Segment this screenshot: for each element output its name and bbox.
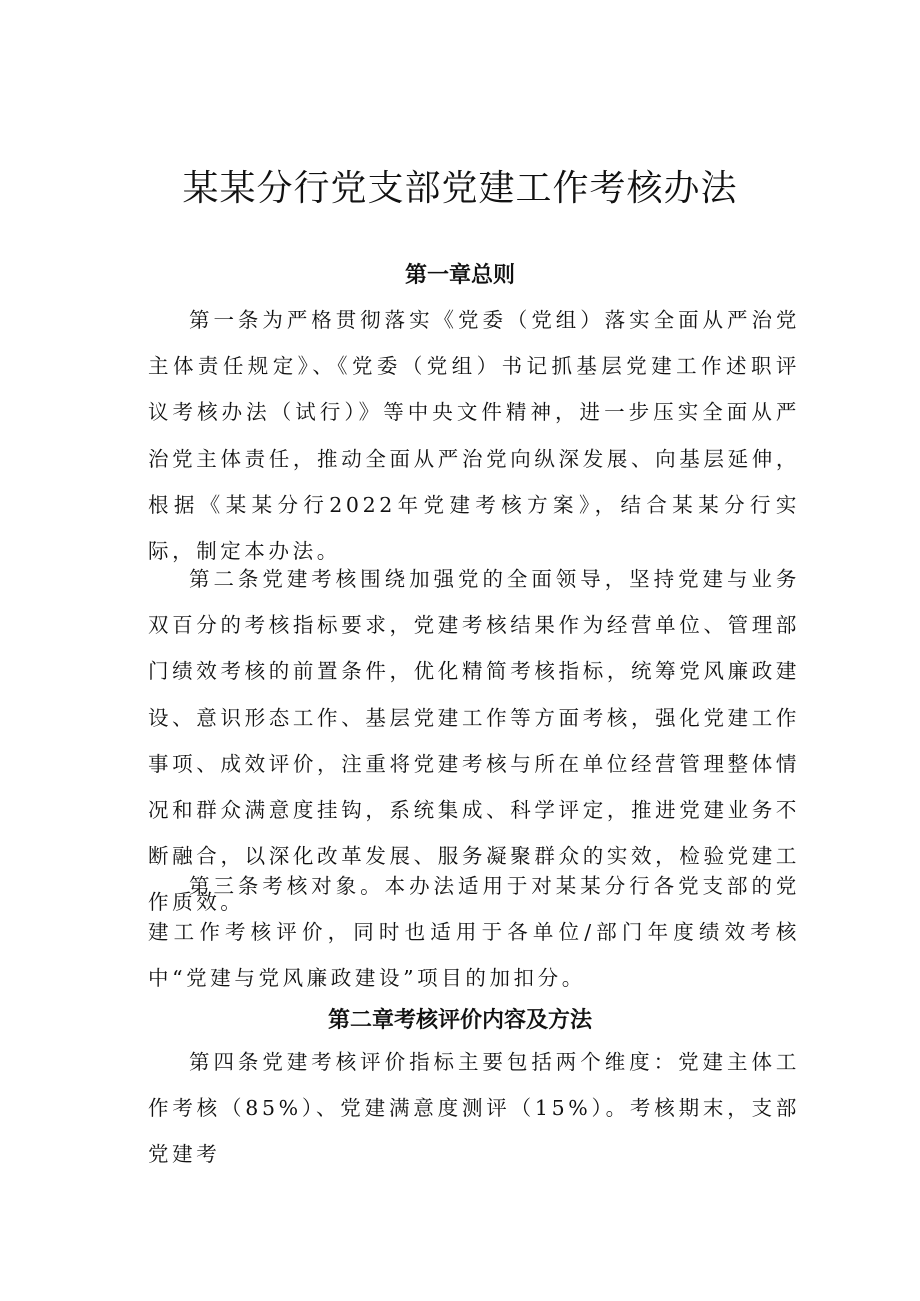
article-1-paragraph: 第一条为严格贯彻落实《党委（党组）落实全面从严治党主体责任规定》、《党委（党组）书记抓基层党建工作述职评议考核办法（试行）》等中央文件精神，进一步压实全面从严治党主体责任，推动全面从严治党向纵深发展、向基层延伸，根据《某某分行2022年党建考核方案》，结合某某分行实际，制定本办法。 xyxy=(148,308,800,564)
chapter-2-heading: 第二章考核评价内容及方法 xyxy=(327,1008,592,1033)
article-4-paragraph: 第四条党建考核评价指标主要包括两个维度：党建主体工作考核（85%）、党建满意度测评（15%）。考核期末，支部党建考 xyxy=(148,1050,800,1167)
chapter-1-heading: 第一章总则 xyxy=(404,263,515,288)
document-title: 某某分行党支部党建工作考核办法 xyxy=(182,168,738,209)
article-3-paragraph: 第三条考核对象。本办法适用于对某某分行各党支部的党建工作考核评价，同时也适用于各单位/部门年度绩效考核中“党建与党风廉政建设”项目的加扣分。 xyxy=(148,874,800,991)
article-2-paragraph: 第二条党建考核围绕加强党的全面领导，坚持党建与业务双百分的考核指标要求，党建考核结果作为经营单位、管理部门绩效考核的前置条件，优化精简考核指标，统筹党风廉政建设、意识形态工作、基层党建工作等方面考核，强化党建工作事项、成效评价，注重将党建考核与所在单位经营管理整体情况和群众满意度挂钩，系统集成、科学评定，推进党建业务不断融合，以深化改革发展、服务凝聚群众的实效，检验党建工作质效。 xyxy=(148,567,800,915)
